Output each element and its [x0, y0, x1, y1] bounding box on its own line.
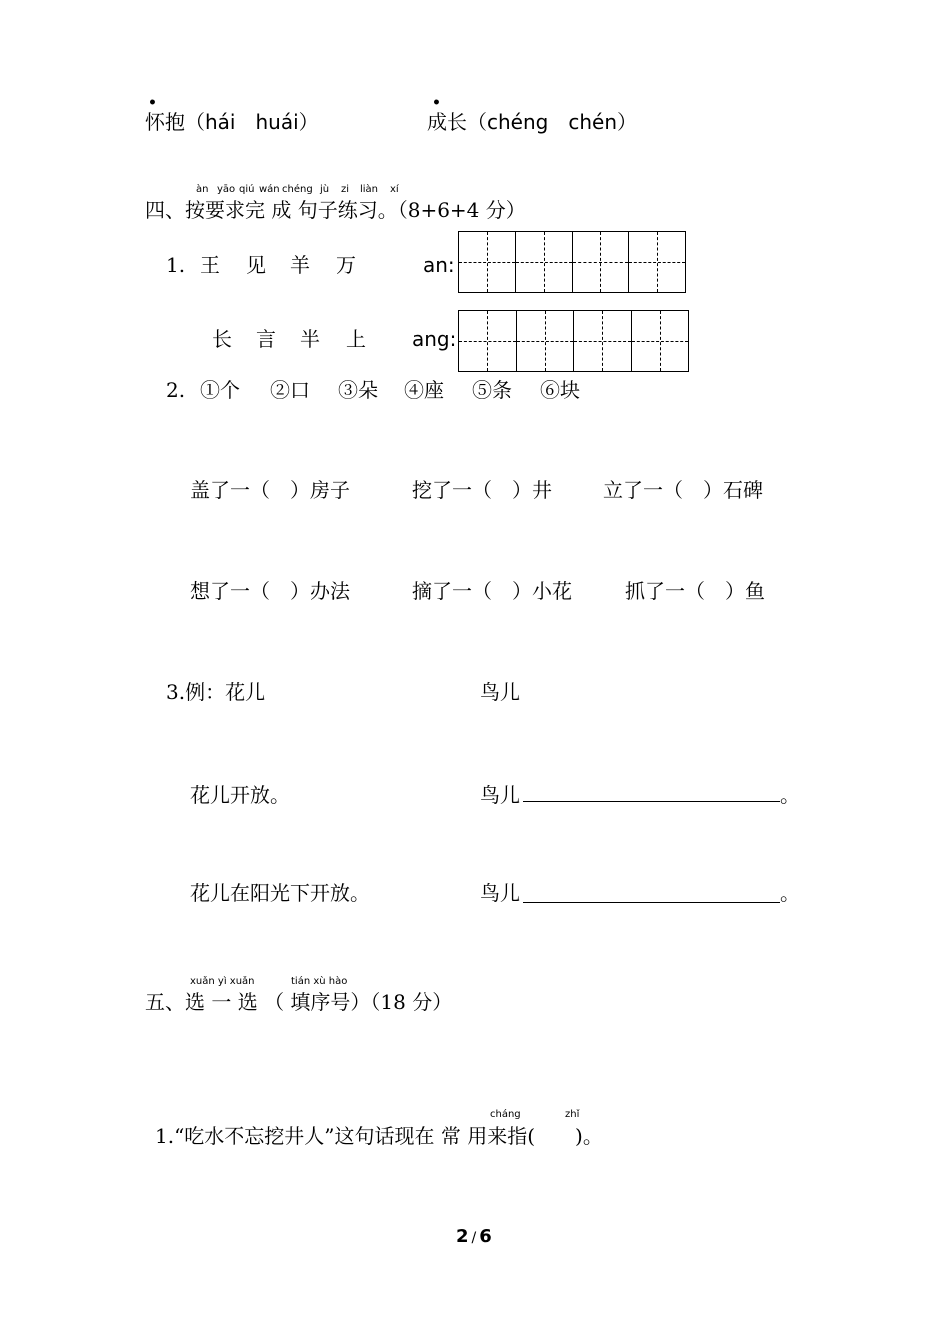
- pinyin-zhi: zhǐ: [565, 1109, 580, 1120]
- pinyin-tian-xu-hao: tián xù hào: [291, 976, 348, 987]
- q3-example-label: 3.例：花儿: [166, 680, 266, 704]
- example-sentence-1: 花儿开放。: [190, 783, 290, 807]
- writing-cell[interactable]: [629, 232, 685, 292]
- word: 怀抱: [145, 110, 185, 134]
- char-wang: 王: [200, 253, 220, 277]
- fill-blank-item: 摘了一（ ）小花: [412, 579, 572, 603]
- fill-blank-item: 盖了一（ ）房子: [190, 478, 350, 502]
- answer-period-1: 。: [780, 783, 800, 807]
- pinyin-options: （hái huái）: [185, 110, 319, 134]
- writing-cell[interactable]: [573, 232, 630, 292]
- option-3: ③朵: [338, 378, 378, 402]
- emphasis-dot: •: [148, 95, 157, 111]
- page-number: [456, 1226, 492, 1247]
- option-5: ⑤条: [472, 378, 512, 402]
- writing-grid-ang[interactable]: [458, 310, 689, 372]
- pinyin-ju: jù: [320, 184, 330, 195]
- char-jian: 见: [246, 253, 266, 277]
- q2-number: 2.: [166, 378, 186, 402]
- word: 成长: [427, 110, 467, 134]
- fill-blank-item: 立了一（ ）石碑: [603, 478, 763, 502]
- q3-right-word: 鸟儿: [480, 680, 520, 704]
- pinyin-yao: yāo: [217, 184, 236, 195]
- pinyin-zi: zi: [341, 184, 350, 195]
- writing-cell[interactable]: [632, 311, 689, 371]
- q1-number: 1.: [166, 253, 186, 277]
- writing-grid-an[interactable]: [458, 231, 686, 293]
- pinyin-an: àn: [196, 184, 209, 195]
- char-shang: 上: [346, 327, 366, 351]
- option-2: ②口: [270, 378, 310, 402]
- writing-cell[interactable]: [459, 311, 517, 371]
- answer-line-1[interactable]: [523, 801, 780, 802]
- total-pages: 6: [479, 1226, 492, 1247]
- page-separator: /: [471, 1230, 477, 1246]
- label-ang: ang:: [412, 327, 457, 351]
- current-page: 2: [456, 1226, 469, 1247]
- pinyin-chang: cháng: [490, 1109, 521, 1120]
- answer-line-2[interactable]: [523, 902, 780, 903]
- pinyin-cheng: chéng: [282, 184, 313, 195]
- char-yang: 羊: [290, 253, 310, 277]
- word-chengzhang: [427, 110, 637, 134]
- label-an: an:: [423, 253, 455, 277]
- pinyin-lian: liàn: [360, 184, 379, 195]
- writing-cell[interactable]: [517, 311, 575, 371]
- answer-lead-2: 鸟儿: [480, 881, 520, 905]
- pinyin-xi: xí: [390, 184, 399, 195]
- fill-blank-item: 挖了一（ ）井: [412, 478, 552, 502]
- writing-cell[interactable]: [459, 232, 516, 292]
- section-4-title: 四、按要求完 成 句子练习。（8+6+4 分）: [145, 198, 526, 222]
- example-sentence-2: 花儿在阳光下开放。: [190, 881, 370, 905]
- section-5-title: 五、选 一 选 （ 填序号）（18 分）: [145, 990, 453, 1014]
- option-6: ⑥块: [540, 378, 580, 402]
- option-4: ④座: [404, 378, 444, 402]
- question-1-text: 1.“吃水不忘挖井人”这句话现在 常 用来指( )。: [155, 1124, 603, 1148]
- pinyin-qiu: qiú: [239, 184, 255, 195]
- fill-blank-item: 想了一（ ）办法: [190, 579, 350, 603]
- emphasis-dot: •: [432, 95, 441, 111]
- word-huaibao: [145, 110, 319, 134]
- answer-period-2: 。: [780, 881, 800, 905]
- char-wan: 万: [336, 253, 356, 277]
- pinyin-xuan-yi-xuan: xuǎn yì xuǎn: [190, 976, 255, 987]
- writing-cell[interactable]: [516, 232, 573, 292]
- char-ban: 半: [300, 327, 320, 351]
- writing-cell[interactable]: [574, 311, 632, 371]
- pinyin-wan: wán: [259, 184, 280, 195]
- pinyin-options: （chéng chén）: [467, 110, 637, 134]
- option-1: ①个: [200, 378, 240, 402]
- fill-blank-item: 抓了一（ ）鱼: [625, 579, 765, 603]
- answer-lead-1: 鸟儿: [480, 783, 520, 807]
- char-yan: 言: [256, 327, 276, 351]
- char-chang: 长: [212, 327, 232, 351]
